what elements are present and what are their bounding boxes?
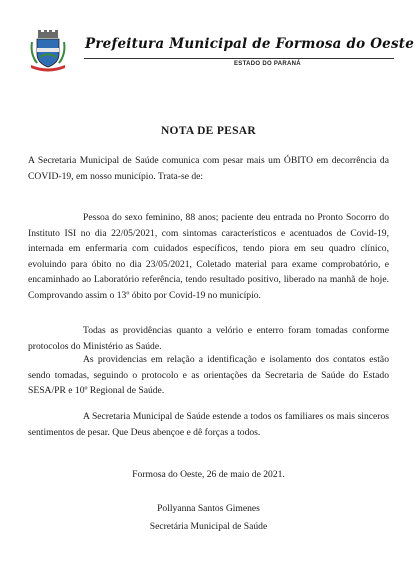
signatory-role: Secretária Municipal de Saúde [149, 521, 268, 532]
org-name: Prefeitura Municipal de Formosa do Oeste [85, 36, 415, 52]
paragraph-intro: A Secretaria Municipal de Saúde comunica com pesar mais um ÓBITO em decorrência da COVID-19, em nosso município. Trata-se de: [28, 155, 389, 182]
state-name: ESTADO DO PARANÁ [234, 61, 301, 67]
municipal-coat-of-arms-icon [28, 30, 68, 72]
paragraph-case-details: Pessoa do sexo feminino, 88 anos; paciente deu entrada no Pronto Socorro do Instituto ISI no dia 22/05/2021, com sintomas característicos e acentuados de Covid-19, internada em enfermaria com cuidados específicos, tendo piora em seu quadro clínico, evoluindo para óbito no dia 23/05/2021, Coletado material para exame comprobatório, e encaminhado ao Laboratório referência, tendo resultado positivo, liberado na manhã de hoje. Comprovando assim o 13º óbito por Covid-19 no município. [28, 212, 389, 301]
paragraph-contacts: As providencias em relação a identificação e isolamento dos contatos estão sendo tomadas, seguindo o protocolo e as orientações da Secretaria de Saúde do Estado SESA/PR e 10º Regional de Saúde. [28, 354, 389, 397]
paragraph-condolences: A Secretaria Municipal de Saúde estende a todos os familiares os mais sinceros sentimentos de pesar. Que Deus abençoe e dê forças a todos. [28, 411, 389, 438]
header-divider [84, 58, 394, 59]
paragraph-funeral: Todas as providências quanto a velório e enterro foram tomadas conforme protocolos do Ministério as Saúde. [28, 325, 389, 352]
letterhead [28, 30, 415, 74]
document-title: NOTA DE PESAR [160, 125, 257, 137]
date-line: Formosa do Oeste, 26 de maio de 2021. [132, 469, 285, 480]
signatory-name: Pollyanna Santos Gimenes [157, 503, 260, 514]
